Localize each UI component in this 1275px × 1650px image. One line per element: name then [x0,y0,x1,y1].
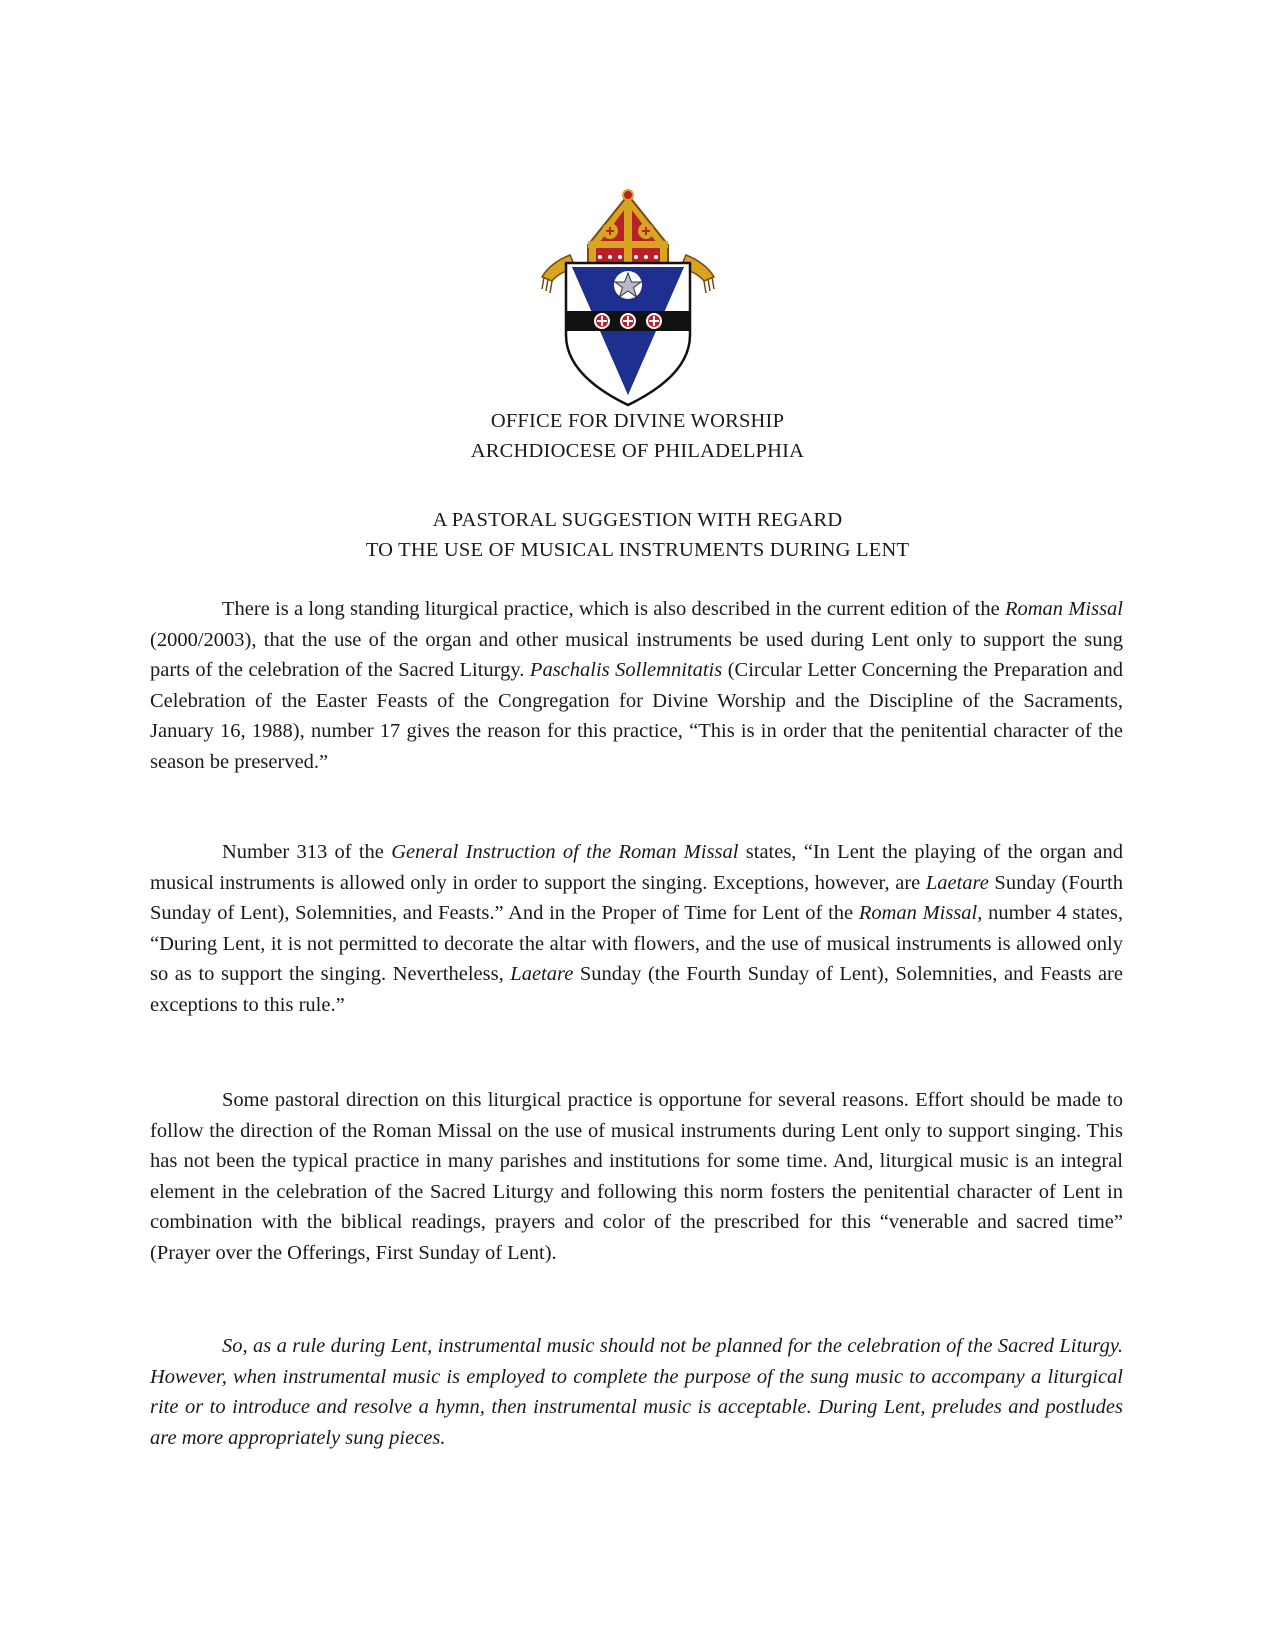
archdiocese-coat-of-arms-icon [540,185,716,407]
p2-laetare: Laetare [925,871,989,894]
title-line-1: A PASTORAL SUGGESTION WITH REGARD [432,509,843,531]
p2-text: Sunday (Fourth Sunday of Lent), Solemnities, and Feasts.” And in the Proper of Time for Lent of the [150,871,1123,924]
paragraph-2 [150,837,1123,1020]
mitre [588,190,668,267]
p1-paschalis-sollemnitatis: Paschalis Sollemnitatis [529,659,723,681]
paragraph-4: So, as a rule during Lent, instrumental music should not be planned for the celebration of the Sacred Liturgy. However, when instrumental music is employed to complete the purpose of the sung music to accompany a liturgical rite or to introduce and resolve a hymn, then instrumental music is acceptable. During Lent, preludes and postludes are more appropriately sung pieces. [150,1335,1123,1449]
paragraph-1 [150,594,1123,777]
p2-roman-missal: Roman Missal [858,902,978,924]
p2-girm: General Instruction of the Roman Missal [391,841,739,863]
office-line-1: OFFICE FOR DIVINE WORSHIP [490,410,785,432]
p2-text: Sunday (the Fourth Sunday of Lent), Solemnities, and Feasts are exceptions to this rule.” [150,963,1123,1016]
p1-text: (Circular Letter Concerning the Preparation and Celebration of the Easter Feasts of the Congregation for Divine Worship and the Discipline of the Sacraments, January 16, 1988), number 17 gives the reason for this practice, “This is in order that the penitential character of the season be preserved.” [150,659,1123,773]
p2-text: , number 4 states, “During Lent, it is not permitted to decorate the altar with flowers, and the use of musical instruments is allowed only so as to support the singing. Nevertheless, [150,902,1124,985]
p1-text: (2000/2003), that the use of the organ and other musical instruments be used during Lent only to support the sung parts of the celebration of the Sacred Liturgy. [150,628,1123,681]
p1-text: There is a long standing liturgical practice, which is also described in the current edition of the [222,598,1005,620]
title-line-2: TO THE USE OF MUSICAL INSTRUMENTS DURING LENT [365,539,910,561]
shield [566,263,690,405]
p2-text: states, “In Lent the playing of the organ and musical instruments is allowed only in order to support the singing. Exceptions, however, are [150,841,1123,894]
p2-laetare: Laetare [510,963,574,985]
document-title [0,505,1275,565]
office-line-2: ARCHDIOCESE OF PHILADELPHIA [470,440,805,462]
paragraph-3: Some pastoral direction on this liturgical practice is opportune for several reasons. Effort should be made to follow the direction of the Roman Missal on the use of musical instruments during Lent only to support singing. This has not been the typical practice in many parishes and institutions for some time. And, liturgical music is an integral element in the celebration of the Sacred Liturgy and following this norm fosters the penitential character of Lent in combination with the biblical readings, prayers and color of the prescribed for this “venerable and sacred time” (Prayer over the Offerings, First Sunday of Lent). [150,1089,1123,1264]
p1-roman-missal: Roman Missal [1004,598,1123,620]
p2-text: Number 313 of the [222,841,392,863]
office-heading [0,406,1275,466]
